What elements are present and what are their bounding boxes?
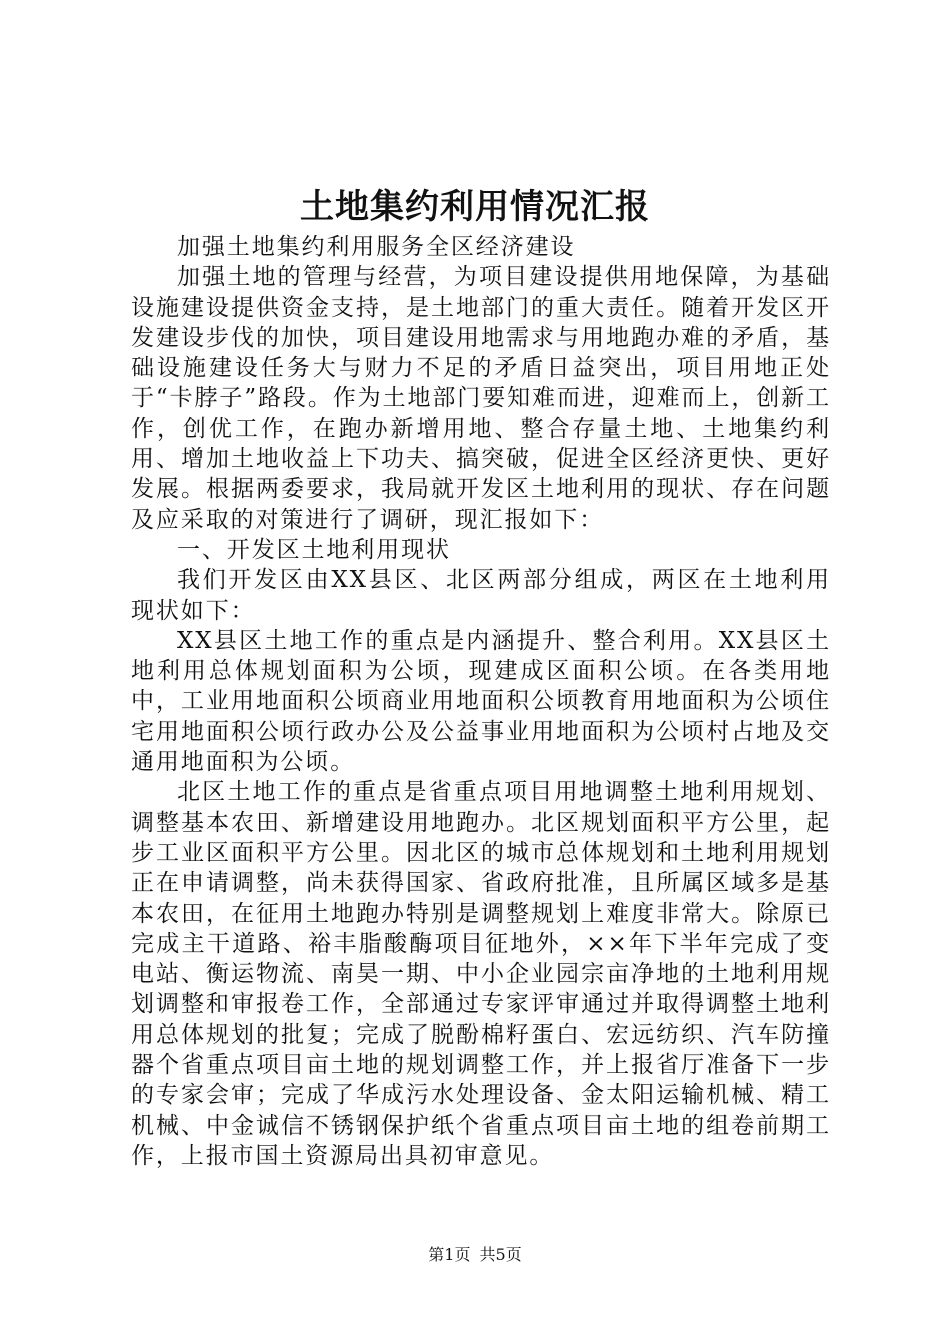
north-district-paragraph: 北区土地工作的重点是省重点项目用地调整土地利用规划、调整基本农田、新增建设用地跑办。北区规划面积平方公里，起步工业区面积平方公里。因北区的城市总体规划和土地利用规划正在申请调整，尚未获得国家、省政府批准，且所属区域多是基本农田，在征用土地跑办特别是调整规划上难度非常大。除原已完成主干道路、裕丰脂酸酶项目征地外，××年下半年完成了变电站、衡运物流、南昊一期、中小企业园宗亩净地的土地利用规划调整和审报卷工作，全部通过专家评审通过并取得调整土地利用总体规划的批复；完成了脱酚棉籽蛋白、宏远纺织、汽车防撞器个省重点项目亩土地的规划调整工作，并上报省厅准备下一步的专家会审；完成了华成污水处理设备、金太阳运输机械、精工机械、中金诚信不锈钢保护纸个省重点项目亩土地的组卷前期工作，上报市国土资源局出具初审意见。 bbox=[131, 779, 831, 1169]
county-paragraph: XX县区土地工作的重点是内涵提升、整合利用。XX县区土地利用总体规划面积为公顷，现建成区面积公顷。在各类用地中，工业用地面积公顷商业用地面积公顷教育用地面积为公顷住宅用地面积公顷行政办公及公益事业用地面积为公顷村占地及交通用地面积为公顷。 bbox=[131, 627, 831, 776]
page-number: 第1页 bbox=[428, 1245, 471, 1264]
page-total: 共5页 bbox=[479, 1245, 522, 1264]
subtitle-paragraph: 加强土地集约利用服务全区经济建设 bbox=[177, 234, 576, 260]
document-title: 土地集约利用情况汇报 bbox=[300, 187, 650, 227]
section-heading: 一、开发区土地利用现状 bbox=[177, 536, 451, 563]
document-body bbox=[131, 232, 831, 1171]
overview-paragraph: 我们开发区由XX县区、北区两部分组成，两区在土地利用现状如下： bbox=[131, 567, 831, 624]
page-footer bbox=[0, 1243, 950, 1267]
intro-paragraph: 加强土地的管理与经营，为项目建设提供用地保障，为基础设施建设提供资金支持，是土地部门的重大责任。随着开发区开发建设步伐的加快，项目建设用地需求与用地跑办难的矛盾，基础设施建设任务大与财力不足的矛盾日益突出，项目用地正处于“卡脖子”路段。作为土地部门要知难而进，迎难而上，创新工作，创优工作，在跑办新增用地、整合存量土地、土地集约利用、增加土地收益上下功夫、搞突破，促进全区经济更快、更好发展。根据两委要求，我局就开发区土地利用的现状、存在问题及应采取的对策进行了调研，现汇报如下： bbox=[131, 264, 831, 533]
